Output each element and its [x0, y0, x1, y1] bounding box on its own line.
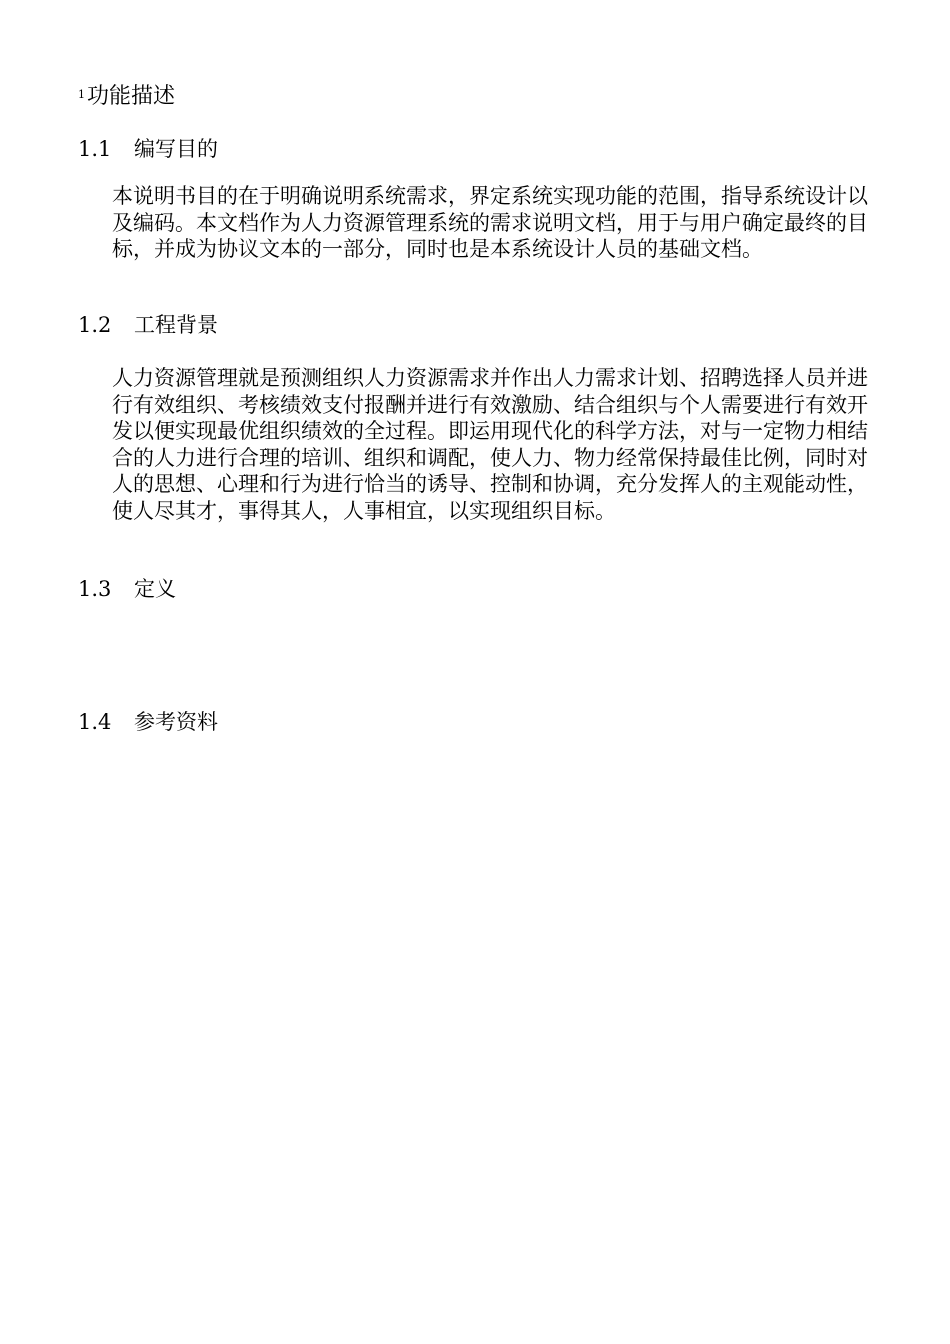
section-body-1-1: 本说明书目的在于明确说明系统需求，界定系统实现功能的范围，指导系统设计以及编码。本文档作为人力资源管理系统的需求说明文档，用于与用户确定最终的目标，并成为协议文本的一部分，同时也是本系统设计人员的基础文档。	[112, 184, 868, 261]
section-number: 1.3	[78, 577, 112, 601]
section-title: 编写目的	[134, 137, 218, 161]
chapter-number: 1	[78, 88, 85, 101]
section-heading-1-1	[78, 134, 218, 164]
section-title: 参考资料	[134, 710, 218, 734]
section-title: 工程背景	[134, 313, 218, 337]
section-number: 1.2	[78, 313, 112, 337]
section-heading-1-4	[78, 707, 218, 737]
section-heading-1-2	[78, 310, 218, 340]
section-number: 1.1	[78, 137, 112, 161]
section-number: 1.4	[78, 710, 112, 734]
chapter-title: 功能描述	[87, 84, 176, 109]
chapter-heading	[78, 82, 175, 112]
section-title: 定义	[134, 577, 176, 601]
section-body-1-2: 人力资源管理就是预测组织人力资源需求并作出人力需求计划、招聘选择人员并进行有效组织、考核绩效支付报酬并进行有效激励、结合组织与个人需要进行有效开发以便实现最优组织绩效的全过程。即运用现代化的科学方法，对与一定物力相结合的人力进行合理的培训、组织和调配，使人力、物力经常保持最佳比例，同时对人的思想、心理和行为进行恰当的诱导、控制和协调，充分发挥人的主观能动性，使人尽其才，事得其人，人事相宜，以实现组织目标。	[112, 366, 868, 523]
section-heading-1-3	[78, 574, 176, 604]
